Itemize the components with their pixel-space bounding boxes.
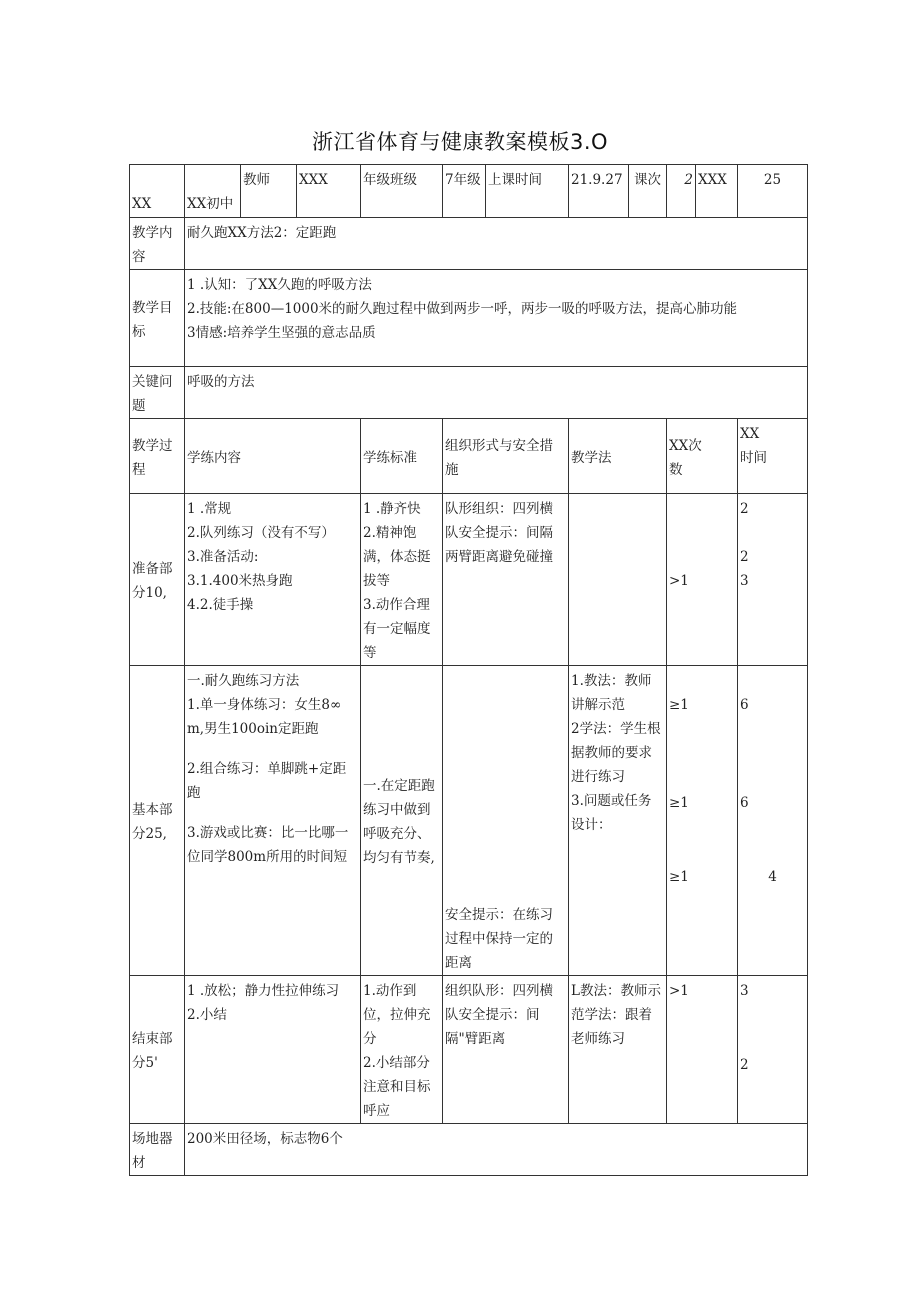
equipment-row [130,1124,808,1176]
content-label: 教学内容 [130,218,185,270]
col-content: 学练内容 [185,419,361,494]
prep-organization: 队形组织：四列横队安全提示：间隔两臂距离避免碰撞 [443,494,569,666]
prep-content: 1 .常规 2.队列练习（没有不写） 3.准备活动: 3.1.400米热身跑 4.2.徒手操 [185,494,361,666]
col-process: 教学过程 [130,419,185,494]
prep-standard: 1 .静齐快 2.精神饱满，体态挺拔等 3.动作合理有一定幅度等 [361,494,443,666]
basic-organization: 安全提示：在练习过程中保持一定的距离 [443,666,569,976]
col-count: XX次 数 [667,419,738,494]
basic-method: 1.教法：教师讲解示范 2学法：学生根据教师的要求进行练习 3.问题或任务设计： [569,666,667,976]
teacher-value: XXX [297,165,361,218]
goal-item: 1 .认知：了XX久跑的呼吸方法 [187,277,372,293]
key-label: 关键问题 [130,367,185,419]
col-time: XX 时间 [738,419,808,494]
end-row [130,976,808,1124]
lesson-plan-table [129,164,808,1176]
col-standard: 学练标准 [361,419,443,494]
basic-row [130,666,808,976]
end-organization: 组织队形：四列横队安全提示：间隔"臂距离 [443,976,569,1124]
students-value: 25 [738,165,808,218]
prep-method [569,494,667,666]
lesson-label: 课次 [629,165,667,218]
basic-standard: 一.在定距跑练习中做到呼吸充分、均匀有节奏, [361,666,443,976]
end-method: L教法：教师示范学法：跟着老师练习 [569,976,667,1124]
key-value: 呼吸的方法 [185,367,808,419]
col-organization: 组织形式与安全措施 [443,419,569,494]
date-value: 21.9.27 [569,165,629,218]
grade-label: 年级班级 [361,165,443,218]
end-standard: 1.动作到位，拉伸充分 2.小结部分注意和目标呼应 [361,976,443,1124]
key-row [130,367,808,419]
prep-count: >1 [667,494,738,666]
goals-row [130,270,808,367]
col-method: 教学法 [569,419,667,494]
grade-value: 7年级 [443,165,486,218]
lesson-value: 2 [667,165,696,218]
teacher-label: 教师 [241,165,297,218]
page-title: 浙江省体育与健康教案模板3.O [311,130,609,154]
school-label: XX [130,165,185,218]
goals-label: 教学目标 [130,270,185,367]
prep-time: 2 2 3 [738,494,808,666]
column-header-row [130,419,808,494]
goals-list [185,270,808,367]
end-time: 3 2 [738,976,808,1124]
date-label: 上课时间 [486,165,569,218]
header-row [130,165,808,218]
equipment-label: 场地器材 [130,1124,185,1176]
basic-label: 基本部分25, [130,666,185,976]
prep-row [130,494,808,666]
students-label: XXX [696,165,738,218]
basic-time: 6 6 4 [738,666,808,976]
end-count: >1 [667,976,738,1124]
school-value: XX初中 [185,165,241,218]
content-row [130,218,808,270]
content-value: 耐久跑XX方法2：定距跑 [185,218,808,270]
basic-content: 一.耐久跑练习方法 1.单一身体练习：女生8∞m,男生100oin定距跑 2.组合练习：单脚跳+定距跑 3.游戏或比赛：比一比哪一位同学800m所用的时间短 [185,666,361,976]
basic-count: ≥1 ≥1 ≥1 [667,666,738,976]
end-label: 结束部分5' [130,976,185,1124]
equipment-value: 200米田径场，标志物6个 [185,1124,808,1176]
end-content: 1 .放松；静力性拉伸练习 2.小结 [185,976,361,1124]
goal-item: 2.技能:在800—1000米的耐久跑过程中做到两步一呼，两步一吸的呼吸方法，提高心肺功能 [187,301,738,317]
goal-item: 3情感:培养学生坚强的意志品质 [187,325,376,341]
prep-label: 准备部分10, [130,494,185,666]
